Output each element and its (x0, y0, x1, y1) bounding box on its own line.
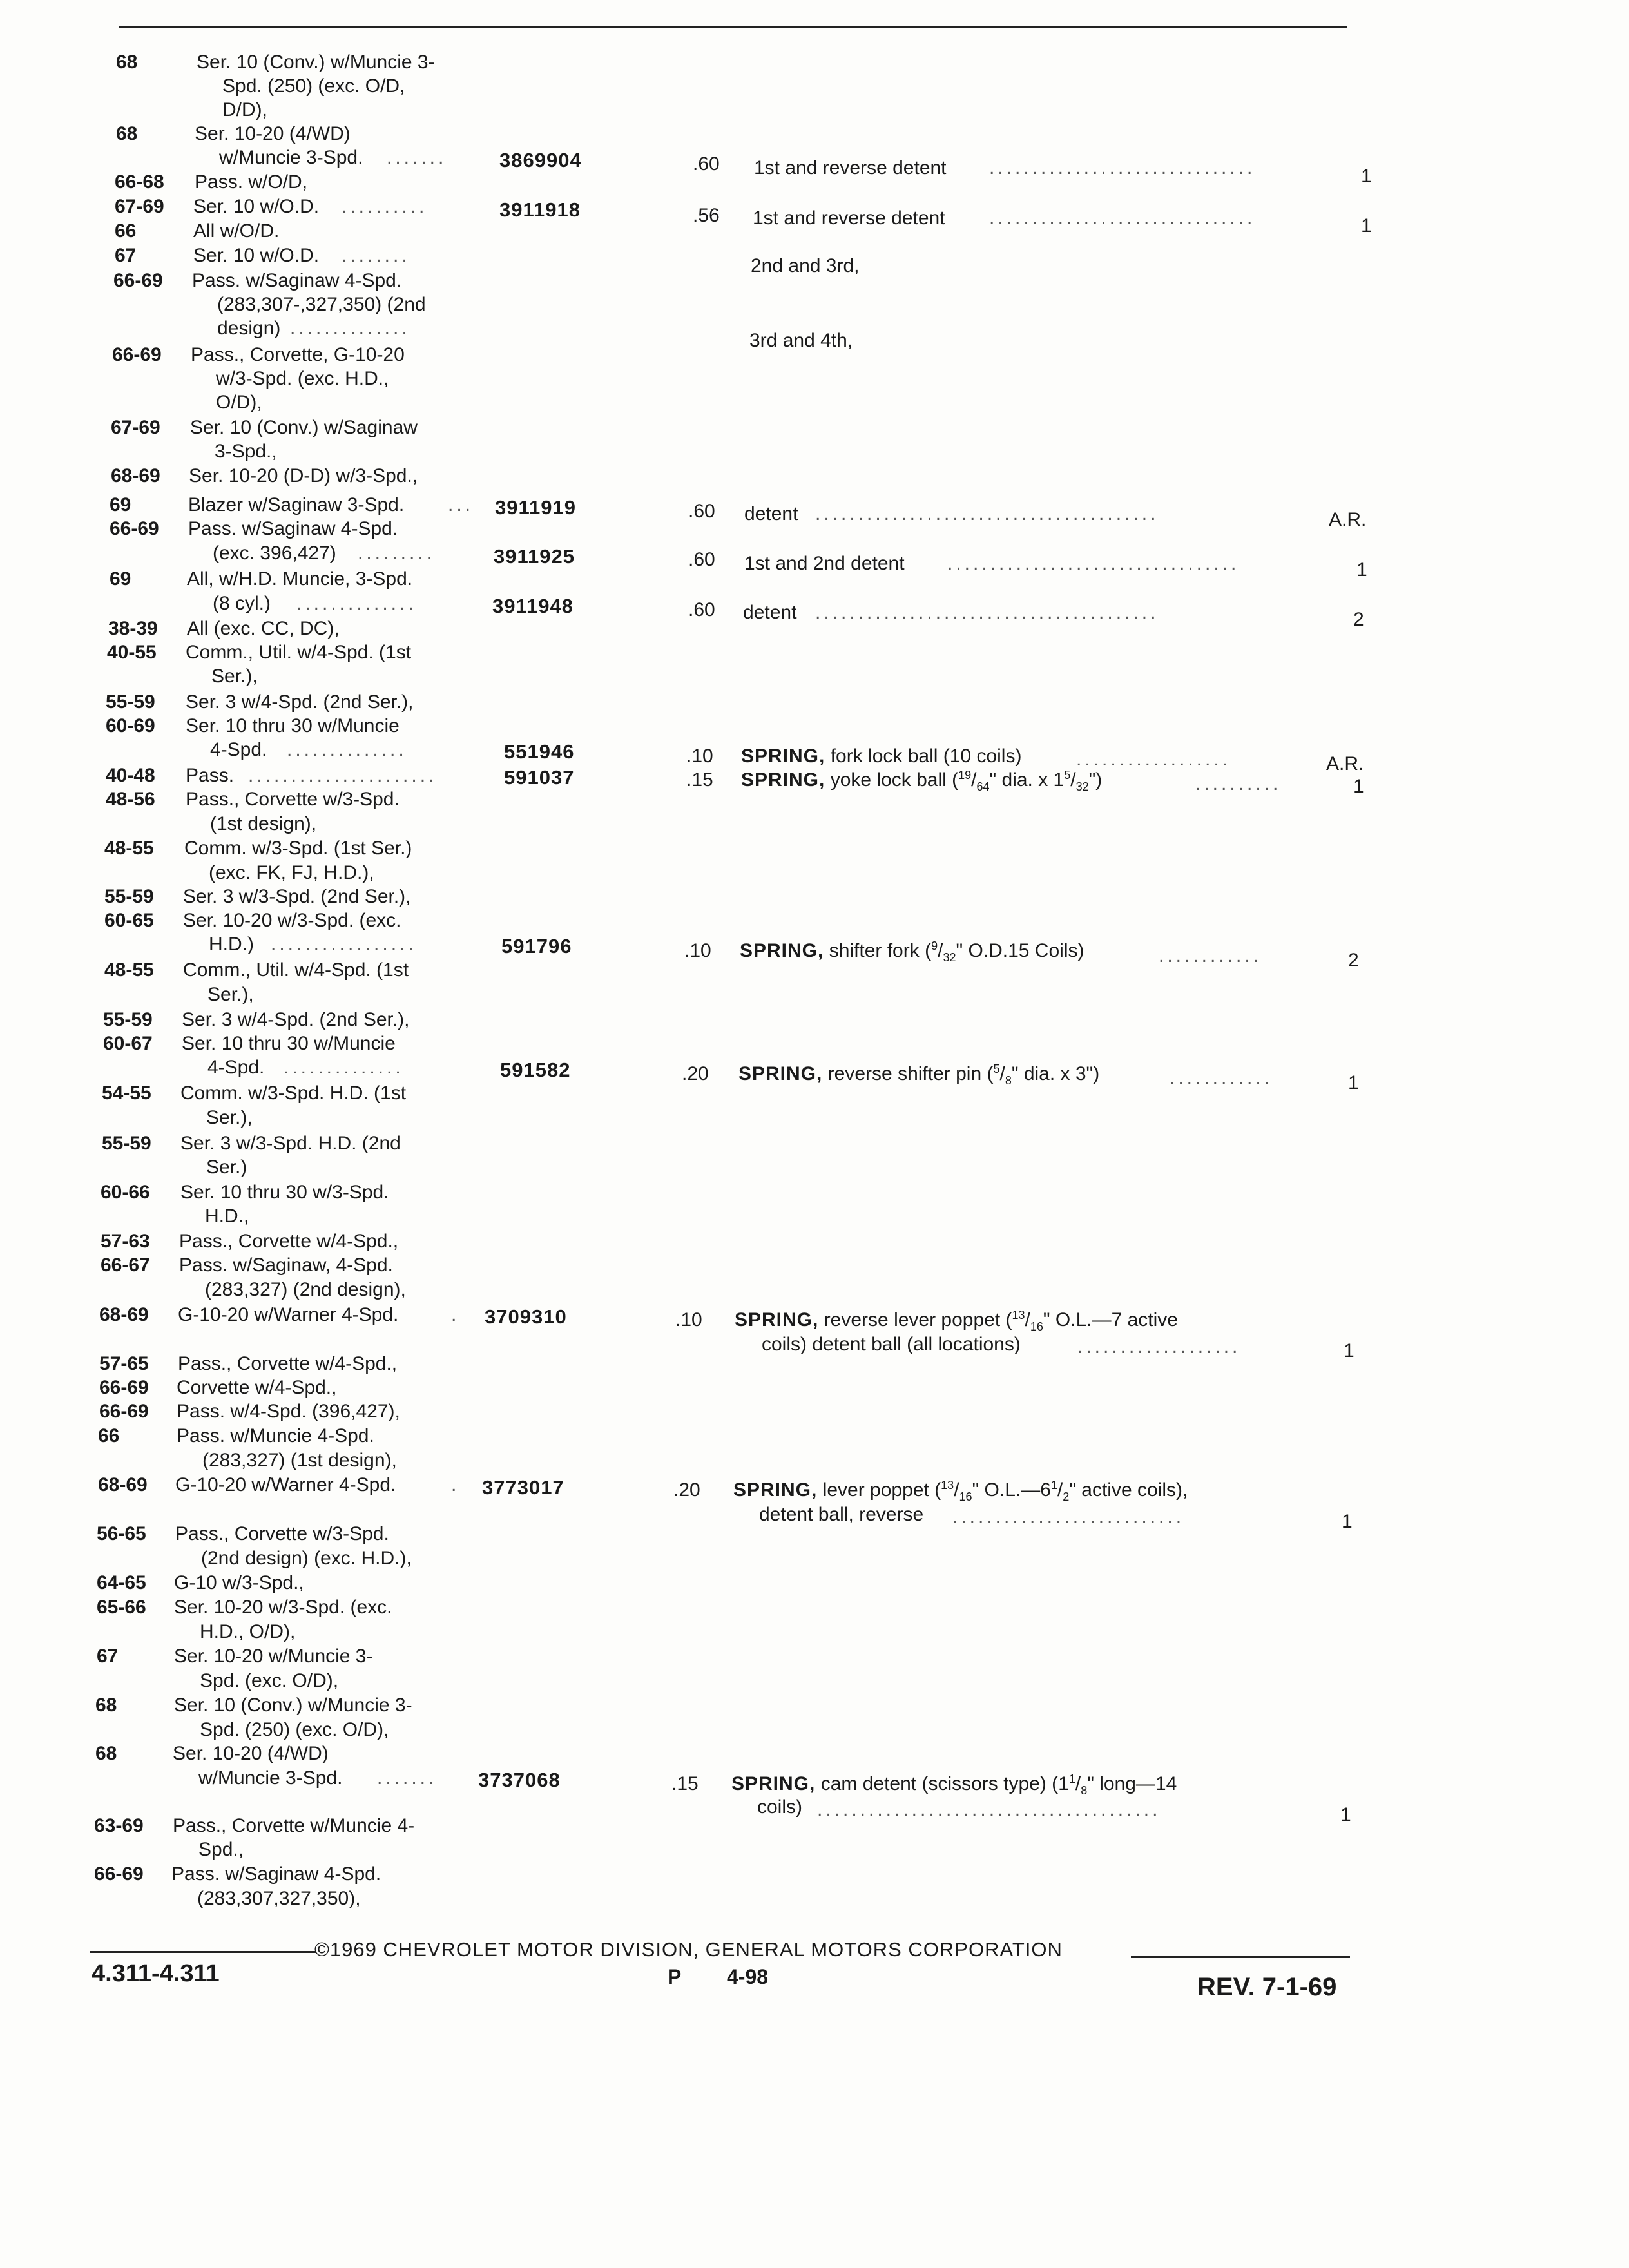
description-text: 2nd and 3rd, (751, 255, 860, 276)
application-text: (283,327) (1st design), (202, 1450, 397, 1471)
price: .15 (686, 769, 713, 791)
model-year: 66-69 (113, 270, 163, 291)
quantity: 1 (1348, 1072, 1359, 1093)
leader-dots: ........ (342, 245, 410, 266)
application-text: Ser. 10 (Conv.) w/Saginaw (190, 417, 418, 438)
application-text: Ser.) (206, 1157, 247, 1178)
quantity: 1 (1353, 776, 1364, 797)
part-number: 591037 (504, 766, 575, 789)
leader-dots: . (451, 1304, 460, 1325)
price: .10 (686, 745, 713, 767)
application-text: 4-Spd. (207, 1057, 265, 1078)
quantity: 1 (1340, 1804, 1351, 1825)
application-text: Pass. (186, 765, 235, 786)
description-text: 1st and reverse detent (753, 207, 945, 229)
application-text: (283,327) (2nd design), (205, 1279, 406, 1300)
model-year: 60-67 (103, 1033, 153, 1054)
part-description: SPRING, yoke lock ball ($^{19}/_{64}$" dia. x $1^5/_{32}$") (741, 769, 1103, 793)
application-text: Ser. 10-20 (4/WD) (173, 1743, 329, 1764)
application-text: w/Muncie 3-Spd. (219, 147, 363, 168)
section-number: 4.311-4.311 (92, 1960, 220, 1987)
description-text: coils) detent ball (all locations) (762, 1334, 1021, 1355)
application-text: H.D., O/D), (200, 1621, 296, 1642)
description-text: detent (743, 602, 797, 623)
application-text: Ser. 10 thru 30 w/Muncie (186, 715, 400, 736)
part-name: SPRING, (731, 1773, 816, 1794)
part-description: SPRING, fork lock ball (10 coils) (741, 745, 1022, 767)
application-text: Comm., Util. w/4-Spd. (1st (183, 959, 409, 981)
leader-dots: ......... (358, 543, 436, 564)
part-name: SPRING, (735, 1309, 819, 1331)
dimension-text: ($^{13}/_{16}$" $O.L.—6^1/_2$" active coils), (934, 1479, 1188, 1503)
leader-dots: .............. (296, 593, 417, 614)
price: .15 (671, 1773, 699, 1794)
application-text: Pass., Corvette w/Muncie 4- (173, 1815, 415, 1836)
part-number: 3773017 (482, 1476, 564, 1499)
application-text: Comm. w/3-Spd. (1st Ser.) (184, 838, 412, 859)
dimension-text: ($^{19}/_{64}$" dia. x $1^5/_{32}$") (952, 769, 1103, 793)
price: .60 (688, 599, 715, 620)
leader-dots: ... (448, 494, 474, 515)
application-text: Pass. w/Saginaw 4-Spd. (192, 270, 402, 291)
leader-dots: ........................................ (817, 1799, 1161, 1820)
model-year: 60-65 (104, 910, 154, 931)
quantity: 1 (1342, 1511, 1353, 1532)
application-text: Pass. w/Saginaw 4-Spd. (188, 518, 398, 539)
part-number: 3869904 (499, 149, 582, 171)
part-number: 3911948 (492, 595, 574, 617)
application-text: Ser. 10 (Conv.) w/Muncie 3- (197, 52, 435, 73)
quantity: 1 (1361, 166, 1372, 187)
leader-dots: ............................... (989, 207, 1256, 229)
leader-dots: ........................... (952, 1506, 1185, 1528)
application-text: Corvette w/4-Spd., (177, 1377, 337, 1398)
description-text: detent (744, 503, 798, 524)
part-number: 551946 (504, 740, 575, 763)
application-text: (exc. 396,427) (213, 543, 336, 564)
application-text: w/3-Spd. (exc. H.D., (216, 368, 389, 389)
page-number: 4-98 (727, 1965, 769, 1988)
application-text: G-10-20 w/Warner 4-Spd. (175, 1474, 396, 1495)
model-year: 66-69 (110, 518, 159, 539)
leader-dots: ................... (1077, 1336, 1241, 1358)
model-year: 66-68 (115, 171, 164, 193)
model-year: 66-67 (101, 1254, 150, 1276)
application-text: Blazer w/Saginaw 3-Spd. (188, 494, 405, 515)
model-year: 48-55 (104, 959, 154, 981)
application-text: H.D., (205, 1206, 249, 1227)
description-text: 3rd and 4th, (749, 330, 853, 351)
dimension-text: ($1^1/_8$" long—14 (1052, 1773, 1177, 1797)
quantity: 2 (1353, 609, 1364, 630)
model-year: 67 (115, 245, 137, 266)
price: .20 (682, 1063, 709, 1084)
model-year: 68-69 (111, 465, 160, 486)
model-year: 67-69 (111, 417, 160, 438)
application-text: Comm. w/3-Spd. H.D. (1st (180, 1082, 407, 1104)
description-text: detent ball, reverse (759, 1504, 924, 1525)
top-rule (119, 26, 1347, 28)
price: .10 (684, 940, 711, 961)
part-description: SPRING, cam detent (scissors type) ($1^1/_8$" long—14 (731, 1773, 1177, 1797)
price: .10 (675, 1309, 702, 1331)
application-text: Ser.), (207, 984, 254, 1005)
application-text: All w/O/D. (193, 220, 280, 242)
leader-dots: ............ (1170, 1068, 1273, 1089)
quantity: 1 (1344, 1340, 1354, 1361)
application-text: Ser. 3 w/4-Spd. (2nd Ser.), (182, 1009, 410, 1030)
application-text: Ser. 3 w/3-Spd. H.D. (2nd (180, 1133, 401, 1154)
model-year: 64-65 (97, 1572, 146, 1593)
model-year: 56-65 (97, 1523, 146, 1544)
application-text: Ser. 10 w/O.D. (193, 196, 320, 217)
model-year: 68 (95, 1695, 117, 1716)
revision-date: REV. 7-1-69 (1197, 1973, 1337, 2001)
model-year: 55-59 (103, 1009, 153, 1030)
quantity: A.R. (1329, 509, 1367, 530)
quantity: A.R. (1326, 753, 1364, 774)
application-text: Pass., Corvette w/4-Spd., (179, 1231, 399, 1252)
application-text: Ser. 3 w/4-Spd. (2nd Ser.), (186, 691, 414, 713)
model-year: 40-55 (107, 642, 157, 663)
leader-dots: .............. (284, 1057, 404, 1078)
model-year: 55-59 (102, 1133, 151, 1154)
model-year: 66-69 (99, 1401, 149, 1422)
model-year: 69 (110, 568, 131, 590)
model-year: 67 (97, 1646, 119, 1667)
leader-dots: ............................... (989, 157, 1256, 178)
leader-dots: .................................. (947, 553, 1240, 574)
description-text: 1st and 2nd detent (744, 553, 905, 574)
part-name: SPRING, (738, 1063, 823, 1084)
application-text: Ser. 10-20 w/3-Spd. (exc. (174, 1597, 392, 1618)
leader-dots: ....... (387, 147, 447, 168)
quantity: 2 (1348, 950, 1359, 971)
application-text: Ser. 10-20 w/Muncie 3- (174, 1646, 373, 1667)
dimension-text: ($^9/_{32}$" O.D.15 Coils) (925, 939, 1084, 964)
model-year: 68-69 (98, 1474, 148, 1495)
dimension-text: ($^5/_8$" dia. x 3") (987, 1062, 1100, 1087)
model-year: 63-69 (94, 1815, 144, 1836)
model-year: 55-59 (104, 886, 154, 907)
part-name: SPRING, (741, 745, 825, 767)
part-number: 3911919 (495, 496, 576, 519)
leader-dots: .......... (342, 196, 428, 217)
leader-dots: ........................................ (815, 503, 1159, 524)
model-year: 60-66 (101, 1182, 150, 1203)
model-year: 66-69 (99, 1377, 149, 1398)
application-text: (8 cyl.) (213, 593, 271, 614)
quantity: 1 (1356, 559, 1367, 581)
application-text: Pass. w/4-Spd. (396,427), (177, 1401, 400, 1422)
application-text: Pass. w/Saginaw 4-Spd. (171, 1863, 381, 1885)
part-number: 3911925 (494, 545, 575, 568)
application-text: Ser. 10-20 w/3-Spd. (exc. (183, 910, 401, 931)
price: .60 (688, 501, 715, 522)
model-year: 57-63 (101, 1231, 150, 1252)
leader-dots: ................. (271, 934, 417, 955)
model-year: 69 (110, 494, 131, 515)
part-name: SPRING, (740, 940, 824, 961)
model-year: 65-66 (97, 1597, 146, 1618)
leader-dots: .............. (287, 739, 407, 760)
leader-dots: ...................... (248, 765, 438, 786)
application-text: H.D.) (209, 934, 254, 955)
application-text: Ser. 10 thru 30 w/3-Spd. (180, 1182, 389, 1203)
application-text: Ser.), (206, 1107, 253, 1128)
application-text: Comm., Util. w/4-Spd. (1st (186, 642, 412, 663)
model-year: 66 (98, 1425, 120, 1446)
part-number: 591796 (501, 935, 572, 957)
model-year: 68-69 (99, 1304, 149, 1325)
part-description: SPRING, reverse lever poppet ($^{13}/_{16}$" O.L.—7 active (735, 1309, 1178, 1333)
application-text: design) (217, 318, 281, 339)
application-text: Spd. (exc. O/D), (200, 1670, 339, 1691)
model-year: 68 (116, 52, 138, 73)
application-text: (2nd design) (exc. H.D.), (201, 1548, 412, 1569)
application-text: All (exc. CC, DC), (187, 618, 340, 639)
price: .20 (673, 1479, 700, 1501)
model-year: 68 (95, 1743, 117, 1764)
dimension-text: ($^{13}/_{16}$" O.L.—7 active (1005, 1309, 1178, 1333)
part-name: SPRING, (741, 769, 825, 791)
application-text: Ser. 10 w/O.D. (193, 245, 320, 266)
application-text: (283,307,327,350), (197, 1888, 361, 1909)
application-text: Spd. (250) (exc. O/D), (200, 1719, 389, 1740)
part-number: 3737068 (478, 1769, 561, 1791)
application-text: Spd. (250) (exc. O/D, (222, 75, 405, 97)
application-text: Pass. w/O/D, (195, 171, 308, 193)
model-year: 55-59 (106, 691, 155, 713)
leader-dots: . (451, 1474, 460, 1495)
part-description: SPRING, reverse shifter pin ($^5/_8$" dia. x 3") (738, 1062, 1100, 1087)
application-text: G-10 w/3-Spd., (174, 1572, 304, 1593)
application-text: (1st design), (210, 813, 317, 834)
leader-dots: .......... (1195, 773, 1282, 794)
application-text: Ser. 3 w/3-Spd. (2nd Ser.), (183, 886, 411, 907)
application-text: (283,307-,327,350) (2nd (217, 294, 426, 315)
application-text: Pass. w/Muncie 4-Spd. (177, 1425, 374, 1446)
part-description: SPRING, shifter fork ($^9/_{32}$" O.D.15 Coils) (740, 939, 1084, 964)
application-text: Ser. 10 thru 30 w/Muncie (182, 1033, 396, 1054)
model-year: 57-65 (99, 1353, 149, 1374)
leader-dots: .................. (1076, 749, 1231, 770)
copyright-line: ©1969 CHEVROLET MOTOR DIVISION, GENERAL MOTORS CORPORATION (314, 1938, 1063, 1961)
footer-rule-right (1131, 1956, 1350, 1958)
application-text: O/D), (216, 392, 262, 413)
part-description: SPRING, lever poppet ($^{13}/_{16}$" $O.L.—6^1/_2$" active coils), (733, 1479, 1188, 1503)
application-text: 4-Spd. (210, 739, 267, 760)
model-year: 60-69 (106, 715, 155, 736)
leader-dots: ............ (1159, 945, 1262, 966)
application-text: Ser. 10 (Conv.) w/Muncie 3- (174, 1695, 412, 1716)
application-text: All, w/H.D. Muncie, 3-Spd. (187, 568, 413, 590)
price: .60 (693, 153, 720, 175)
application-text: Pass., Corvette w/4-Spd., (178, 1353, 398, 1374)
application-text: (exc. FK, FJ, H.D.), (209, 862, 374, 883)
application-text: Pass., Corvette w/3-Spd. (175, 1523, 389, 1544)
leader-dots: ........................................ (815, 602, 1159, 623)
price: .56 (693, 205, 720, 226)
model-year: 66 (115, 220, 137, 242)
footer-rule-left (90, 1951, 316, 1953)
price: .60 (688, 549, 715, 570)
application-text: G-10-20 w/Warner 4-Spd. (178, 1304, 399, 1325)
leader-dots: .............. (290, 318, 410, 339)
application-text: Pass., Corvette w/3-Spd. (186, 789, 400, 810)
application-text: w/Muncie 3-Spd. (198, 1767, 343, 1789)
application-text: D/D), (222, 99, 267, 120)
quantity: 1 (1361, 215, 1372, 236)
application-text: Ser.), (211, 666, 258, 687)
application-text: Spd., (198, 1839, 244, 1860)
model-year: 48-56 (106, 789, 155, 810)
application-text: Ser. 10-20 (4/WD) (195, 123, 351, 144)
description-text: coils) (757, 1796, 803, 1818)
model-year: 40-48 (106, 765, 155, 786)
part-number: 3709310 (485, 1305, 567, 1328)
model-year: 38-39 (108, 618, 158, 639)
model-year: 67-69 (115, 196, 164, 217)
model-year: 68 (116, 123, 138, 144)
part-name: SPRING, (733, 1479, 818, 1501)
application-text: Ser. 10-20 (D-D) w/3-Spd., (189, 465, 418, 486)
model-year: 66-69 (94, 1863, 144, 1885)
application-text: Pass., Corvette, G-10-20 (191, 344, 405, 365)
leader-dots: ....... (377, 1767, 438, 1789)
description-text: 1st and reverse detent (754, 157, 947, 178)
model-year: 54-55 (102, 1082, 151, 1104)
application-text: Pass. w/Saginaw, 4-Spd. (179, 1254, 393, 1276)
page-prefix: P (668, 1965, 682, 1988)
model-year: 66-69 (112, 344, 162, 365)
model-year: 48-55 (104, 838, 154, 859)
application-text: 3-Spd., (215, 441, 277, 462)
part-number: 3911918 (499, 198, 581, 221)
part-number: 591582 (500, 1059, 571, 1081)
